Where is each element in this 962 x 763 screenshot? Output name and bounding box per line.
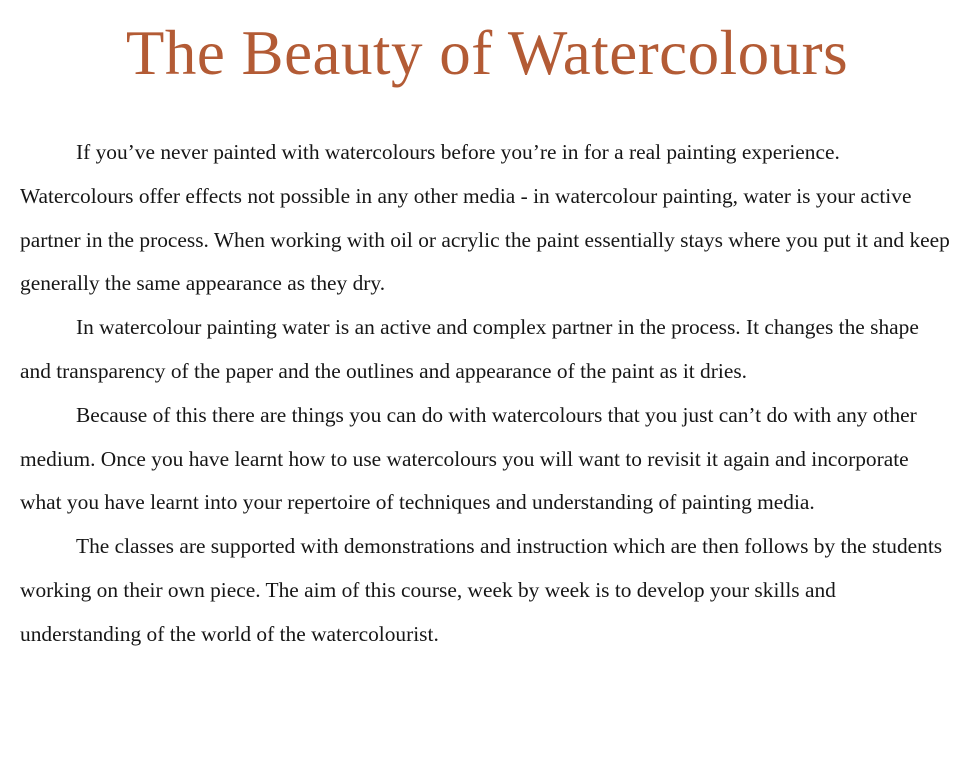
paragraph-classes: The classes are supported with demonstrations and instruction which are then follows by the students working on their own piece. The aim of this course, week by week is to develop your skills and understanding of the world of the watercolourist. (20, 534, 943, 646)
paragraph-unique-medium: Because of this there are things you can do with watercolours that you just can’t do with any other medium. Once you have learnt how to use watercolours you will want to revisit it again and incorporate what you have learnt into your repertoire of techniques and understanding of painting media. (20, 402, 917, 515)
page-title: The Beauty of Watercolours (125, 18, 849, 88)
paragraph-intro: If you’ve never painted with watercolours before you’re in for a real painting experience. Watercolours offer effects not possible in any other media - in watercolour painting, water is your active partner in the process. When working with oil or acrylic the paint essentially stays where you put it and keep generally the same appearance as they dry. (20, 140, 950, 296)
paragraph-water-partner: In watercolour painting water is an active and complex partner in the process. It changes the shape and transparency of the paper and the outlines and appearance of the paint as it dries. (20, 315, 919, 383)
document-body (20, 131, 950, 657)
